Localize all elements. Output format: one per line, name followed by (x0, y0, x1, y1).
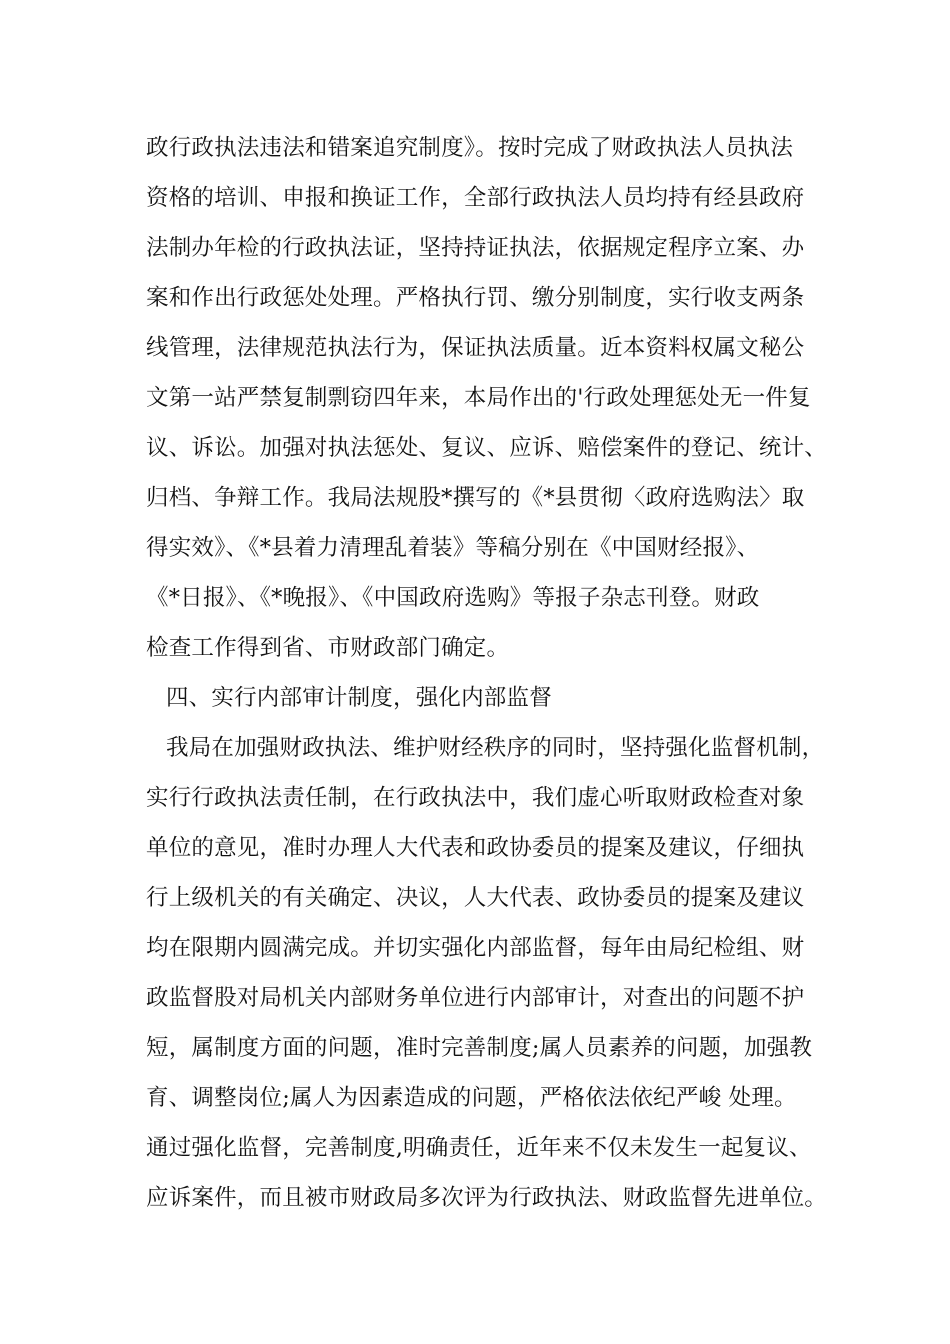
paragraph-line: 案和作出行政惩处处理。严格执行罚、缴分别制度，实行收支两条 (146, 285, 805, 311)
paragraph-line: 实行行政执法责任制，在行政执法中，我们虚心听取财政检查对象 (146, 785, 805, 811)
paragraph-line: 法制办年检的行政执法证，坚持持证执法，依据规定程序立案、办 (146, 235, 805, 261)
paragraph-line: 议、诉讼。加强对执法惩处、复议、应诉、赔偿案件的登记、统计、 (146, 435, 828, 461)
paragraph-line: 单位的意见，准时办理人大代表和政协委员的提案及建议，仔细执 (146, 835, 805, 861)
paragraph-line: 资格的培训、申报和换证工作，全部行政执法人员均持有经县政府 (146, 185, 805, 211)
paragraph-line: 我局在加强财政执法、维护财经秩序的同时，坚持强化监督机制， (166, 735, 825, 761)
paragraph-line: 归档、争辩工作。我局法规股*撰写的《*县贯彻〈政府选购法〉取 (146, 485, 805, 511)
paragraph-line: 得实效》、《*县着力清理乱着装》等稿分别在《中国财经报》、 (146, 535, 760, 561)
paragraph-line: 应诉案件，而且被市财政局多次评为行政执法、财政监督先进单位。 (146, 1185, 828, 1211)
paragraph-line: 行上级机关的有关确定、决议，人大代表、政协委员的提案及建议 (146, 885, 805, 911)
paragraph-line: 政行政执法违法和错案追究制度》。按时完成了财政执法人员执法 (146, 135, 794, 161)
paragraph-line: 文第一站严禁复制剽窃四年来，本局作出的'行政处理惩处无一件复 (146, 385, 811, 411)
paragraph-line: 线管理，法律规范执法行为，保证执法质量。近本资料权属文秘公 (146, 335, 805, 361)
paragraph-line: 《*日报》、《*晚报》、《中国政府选购》等报子杂志刊登。财政 (146, 585, 760, 611)
paragraph-line: 均在限期内圆满完成。并切实强化内部监督，每年由局纪检组、财 (146, 935, 805, 961)
paragraph-line: 检查工作得到省、市财政部门确定。 (146, 635, 510, 661)
paragraph-line: 育、调整岗位;属人为因素造成的问题，严格依法依纪严峻 处理。 (146, 1085, 797, 1111)
section-heading: 四、实行内部审计制度，强化内部监督 (166, 685, 552, 711)
paragraph-line: 短，属制度方面的问题，准时完善制度;属人员素养的问题，加强教 (146, 1035, 813, 1061)
paragraph-line: 政监督股对局机关内部财务单位进行内部审计，对查出的问题不护 (146, 985, 805, 1011)
paragraph-line: 通过强化监督，完善制度,明确责任，近年来不仅未发生一起复议、 (146, 1135, 812, 1161)
